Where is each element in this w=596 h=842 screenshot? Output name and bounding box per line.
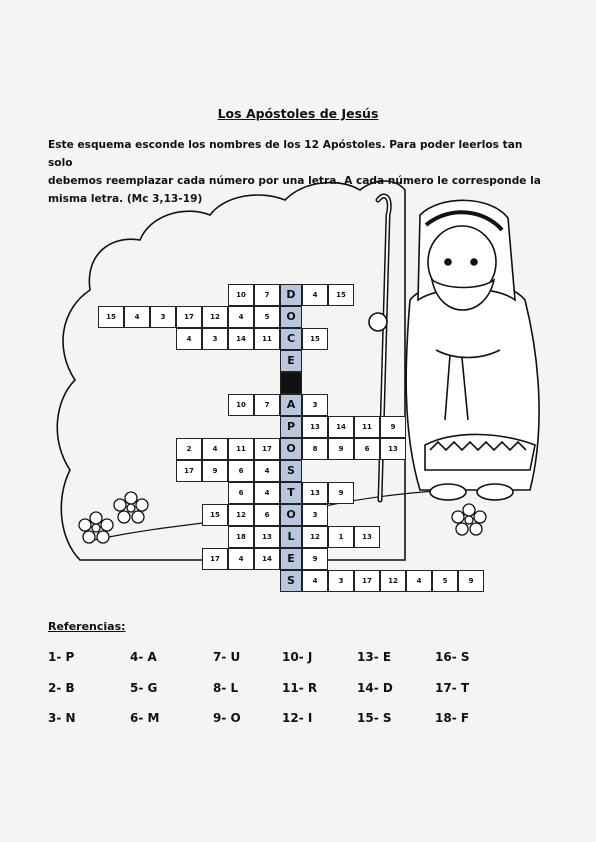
number-cell: 6 xyxy=(354,438,380,460)
reference-item: 1- P xyxy=(48,650,75,664)
intro-line-1: Este esquema esconde los nombres de los 12 Apóstoles. Para poder leerlos tan solo xyxy=(48,139,523,169)
intro-line-2: debemos reemplazar cada número por una letra. A cada número le corresponde la xyxy=(48,175,541,187)
key-letter-cell: E xyxy=(280,548,302,570)
reference-item: 6- M xyxy=(130,711,160,725)
number-cell: 1 xyxy=(328,526,354,548)
number-cell: 12 xyxy=(228,504,254,526)
key-letter-cell xyxy=(280,372,302,394)
number-cell: 3 xyxy=(150,306,176,328)
number-cell: 15 xyxy=(98,306,124,328)
number-cell: 17 xyxy=(176,306,202,328)
number-cell: 3 xyxy=(302,504,328,526)
number-cell: 17 xyxy=(202,548,228,570)
number-cell: 3 xyxy=(202,328,228,350)
number-cell: 14 xyxy=(328,416,354,438)
number-cell: 9 xyxy=(202,460,228,482)
number-cell: 17 xyxy=(254,438,280,460)
reference-item: 7- U xyxy=(213,650,241,664)
key-letter-cell: O xyxy=(280,438,302,460)
number-cell: 4 xyxy=(202,438,228,460)
number-cell: 13 xyxy=(380,438,406,460)
number-cell: 12 xyxy=(380,570,406,592)
reference-item: 3- N xyxy=(48,711,76,725)
number-cell: 9 xyxy=(380,416,406,438)
number-cell: 3 xyxy=(328,570,354,592)
key-letter-cell: L xyxy=(280,526,302,548)
number-cell: 5 xyxy=(254,306,280,328)
number-cell: 11 xyxy=(354,416,380,438)
key-letter-cell: T xyxy=(280,482,302,504)
number-cell: 6 xyxy=(228,482,254,504)
key-letter-cell: A xyxy=(280,394,302,416)
reference-item: 14- D xyxy=(357,681,393,695)
reference-item: 17- T xyxy=(435,681,470,695)
number-cell: 15 xyxy=(328,284,354,306)
number-cell: 13 xyxy=(254,526,280,548)
reference-item: 2- B xyxy=(48,681,75,695)
number-cell: 9 xyxy=(458,570,484,592)
number-cell: 9 xyxy=(328,482,354,504)
number-cell: 7 xyxy=(254,394,280,416)
number-cell: 9 xyxy=(328,438,354,460)
number-cell: 5 xyxy=(432,570,458,592)
number-cell: 17 xyxy=(176,460,202,482)
number-cell: 14 xyxy=(254,548,280,570)
references-title: Referencias: xyxy=(48,620,126,633)
number-cell: 12 xyxy=(302,526,328,548)
key-letter-cell: D xyxy=(280,284,302,306)
number-cell: 12 xyxy=(202,306,228,328)
key-letter-cell: S xyxy=(280,570,302,592)
number-cell: 2 xyxy=(176,438,202,460)
number-cell: 4 xyxy=(228,548,254,570)
number-cell: 9 xyxy=(302,548,328,570)
reference-item: 5- G xyxy=(130,681,158,695)
reference-item: 4- A xyxy=(130,650,157,664)
number-cell: 6 xyxy=(228,460,254,482)
key-letter-cell: O xyxy=(280,306,302,328)
number-cell: 13 xyxy=(302,482,328,504)
number-cell: 4 xyxy=(176,328,202,350)
key-letter-cell: P xyxy=(280,416,302,438)
page-title: Los Apóstoles de Jesús xyxy=(217,106,379,121)
number-cell: 11 xyxy=(254,328,280,350)
number-cell: 8 xyxy=(302,438,328,460)
number-cell: 13 xyxy=(302,416,328,438)
reference-item: 8- L xyxy=(213,681,239,695)
number-cell: 18 xyxy=(228,526,254,548)
number-cell: 6 xyxy=(254,504,280,526)
number-cell: 4 xyxy=(302,284,328,306)
number-cell: 17 xyxy=(354,570,380,592)
number-cell: 7 xyxy=(254,284,280,306)
number-cell: 4 xyxy=(406,570,432,592)
number-cell: 4 xyxy=(302,570,328,592)
reference-item: 13- E xyxy=(357,650,392,664)
number-cell: 11 xyxy=(228,438,254,460)
number-cell: 15 xyxy=(302,328,328,350)
key-letter-cell: S xyxy=(280,460,302,482)
number-cell: 10 xyxy=(228,284,254,306)
number-cell: 14 xyxy=(228,328,254,350)
reference-item: 15- S xyxy=(357,711,392,725)
number-cell: 4 xyxy=(124,306,150,328)
reference-item: 10- J xyxy=(282,650,313,664)
number-cell: 4 xyxy=(254,482,280,504)
key-letter-cell: C xyxy=(280,328,302,350)
number-cell: 4 xyxy=(228,306,254,328)
reference-item: 11- R xyxy=(282,681,318,695)
reference-item: 16- S xyxy=(435,650,470,664)
reference-item: 18- F xyxy=(435,711,470,725)
key-letter-cell: O xyxy=(280,504,302,526)
number-cell: 10 xyxy=(228,394,254,416)
intro-line-3: misma letra. (Mc 3,13-19) xyxy=(48,193,203,205)
key-letter-cell: E xyxy=(280,350,302,372)
reference-item: 9- O xyxy=(213,711,241,725)
number-cell: 4 xyxy=(254,460,280,482)
number-cell: 3 xyxy=(302,394,328,416)
reference-item: 12- I xyxy=(282,711,313,725)
number-cell: 13 xyxy=(354,526,380,548)
number-cell: 15 xyxy=(202,504,228,526)
